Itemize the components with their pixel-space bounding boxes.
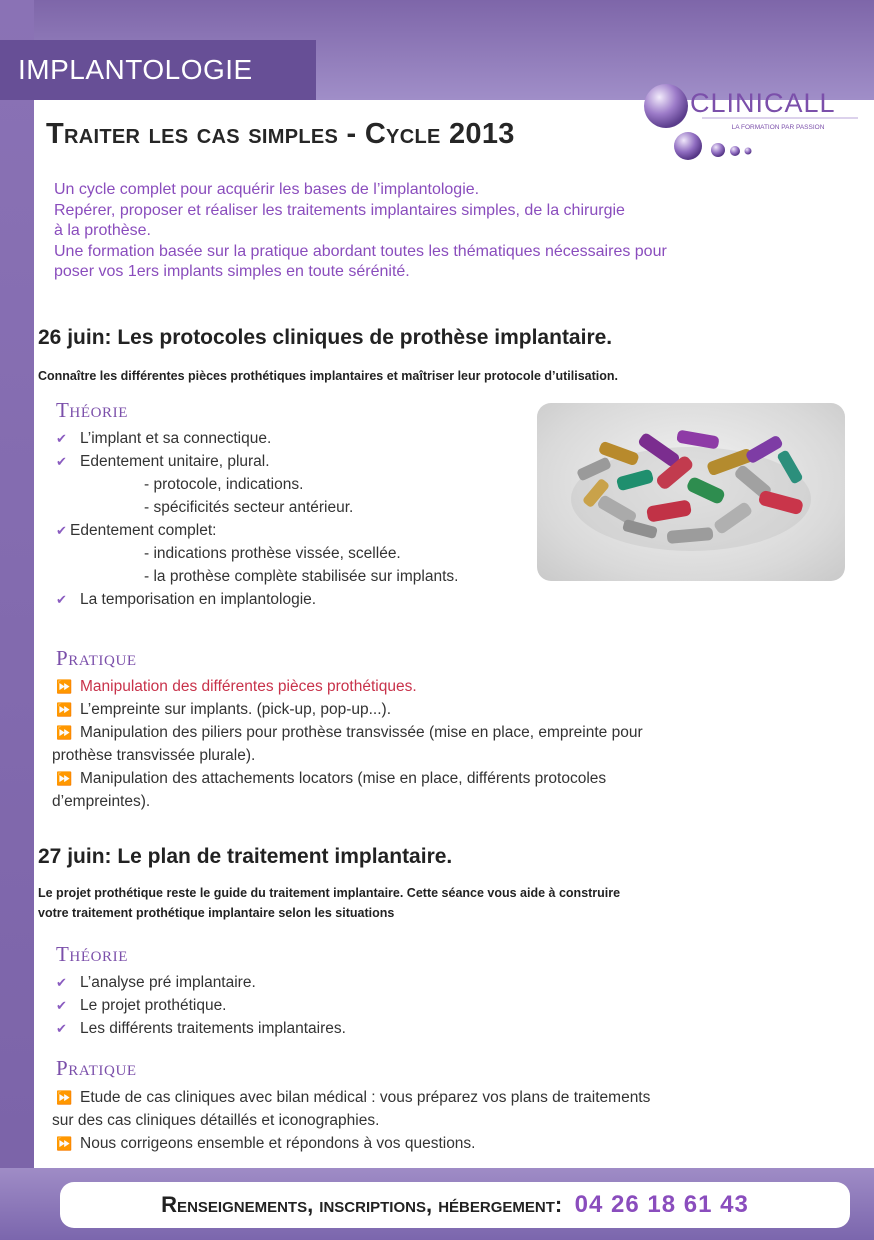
day1-practice-heading: Pratique — [56, 646, 137, 670]
list-item: d’empreintes). — [52, 793, 151, 810]
day2-theory-list — [56, 971, 836, 1040]
list-item: - spécificités secteur antérieur. — [144, 499, 354, 516]
photo-illustration — [537, 403, 845, 581]
intro-line: poser vos 1ers implants simples en toute sérénité. — [54, 263, 410, 280]
list-item: - la prothèse complète stabilisée sur implants. — [144, 568, 459, 585]
intro-line: Un cycle complet pour acquérir les bases de l’implantologie. — [54, 181, 480, 198]
logo-orb-tiny — [745, 148, 752, 155]
list-item: ⏩ Manipulation des attachements locators (mise en place, différents protocoles — [56, 767, 836, 790]
intro-line: Une formation basée sur la pratique abordant toutes les thématiques nécessaires pour — [54, 242, 667, 260]
list-item: ⏩ Manipulation des différentes pièces prothétiques. — [56, 675, 836, 698]
day2-practice-heading: Pratique — [56, 1056, 137, 1080]
day2-subtitle-line2: votre traitement prothétique implantaire selon les situations — [38, 906, 395, 920]
day2-subtitle-line1: Le projet prothétique reste le guide du traitement implantaire. Cette séance vous aide à construire — [38, 886, 621, 900]
check-icon: ✔ — [56, 975, 67, 990]
day1-practice-list — [52, 675, 836, 813]
check-icon: ✔ — [56, 523, 67, 538]
logo-name: CLINICALL — [690, 88, 836, 118]
list-item: ✔ Edentement unitaire, plural. — [56, 450, 836, 473]
check-icon: ✔ — [56, 431, 67, 446]
day2-heading: 27 juin: Le plan de traitement implantaire. — [38, 845, 453, 868]
intro-text — [54, 180, 844, 283]
list-item: prothèse transvissée plurale). — [52, 747, 256, 764]
day1-heading: 26 juin: Les protocoles cliniques de prothèse implantaire. — [38, 326, 613, 349]
day1-subtitle: Connaître les différentes pièces prothétiques implantaires et maîtriser leur protocole d’utilisation. — [38, 369, 618, 383]
double-arrow-icon: ⏩ — [56, 725, 73, 740]
logo-orb-large — [644, 84, 688, 128]
double-arrow-icon: ⏩ — [56, 771, 73, 786]
check-icon: ✔ — [56, 998, 67, 1013]
section-tab: IMPLANTOLOGIE — [0, 40, 316, 100]
list-item: - protocole, indications. — [144, 476, 304, 493]
double-arrow-icon: ⏩ — [56, 679, 73, 694]
list-item: ⏩ L’empreinte sur implants. (pick-up, pop-up...). — [56, 698, 836, 721]
prosthetic-parts-photo — [537, 403, 845, 581]
logo-orb-medium — [674, 132, 702, 160]
check-icon: ✔ — [56, 454, 67, 469]
list-item: ✔ L’analyse pré implantaire. — [56, 971, 836, 994]
day1-theory-heading: Théorie — [56, 398, 129, 422]
contact-footer — [60, 1182, 850, 1228]
list-item: ⏩ Etude de cas cliniques avec bilan médical : vous préparez vos plans de traitements — [56, 1086, 836, 1109]
logo-orb-smaller — [730, 146, 740, 156]
logo-tagline: LA FORMATION PAR PASSION — [731, 124, 825, 131]
list-item: ✔ Le projet prothétique. — [56, 994, 836, 1017]
intro-line: Repérer, proposer et réaliser les traitements implantaires simples, de la chirurgie — [54, 201, 625, 219]
list-item: ✔ La temporisation en implantologie. — [56, 588, 836, 611]
logo-orb-small — [711, 143, 725, 157]
list-item: ✔ L’implant et sa connectique. — [56, 427, 836, 450]
list-item: sur des cas cliniques détaillés et iconographies. — [52, 1112, 380, 1129]
footer-label: Renseignements, inscriptions, hébergement: — [161, 1192, 563, 1217]
intro-line: à la prothèse. — [54, 222, 151, 239]
double-arrow-icon: ⏩ — [56, 702, 73, 717]
double-arrow-icon: ⏩ — [56, 1090, 73, 1105]
phone-number[interactable]: 04 26 18 61 43 — [574, 1191, 749, 1218]
check-icon: ✔ — [56, 592, 67, 607]
left-band — [0, 0, 34, 1240]
list-item: ⏩ Nous corrigeons ensemble et répondons à vos questions. — [56, 1132, 836, 1155]
list-item: ⏩ Manipulation des piliers pour prothèse transvissée (mise en place, empreinte pour — [56, 721, 836, 744]
list-item: ✔ Les différents traitements implantaires. — [56, 1017, 836, 1040]
list-item: - indications prothèse vissée, scellée. — [144, 545, 401, 562]
clinicall-logo — [640, 82, 860, 172]
logo-graphic — [640, 82, 860, 172]
day2-practice-list — [52, 1086, 836, 1155]
double-arrow-icon: ⏩ — [56, 1136, 73, 1151]
page-title: Traiter les cas simples - Cycle 2013 — [46, 118, 515, 150]
list-item: ✔ Edentement complet: — [56, 519, 836, 542]
check-icon: ✔ — [56, 1021, 67, 1036]
day2-theory-heading: Théorie — [56, 942, 129, 966]
